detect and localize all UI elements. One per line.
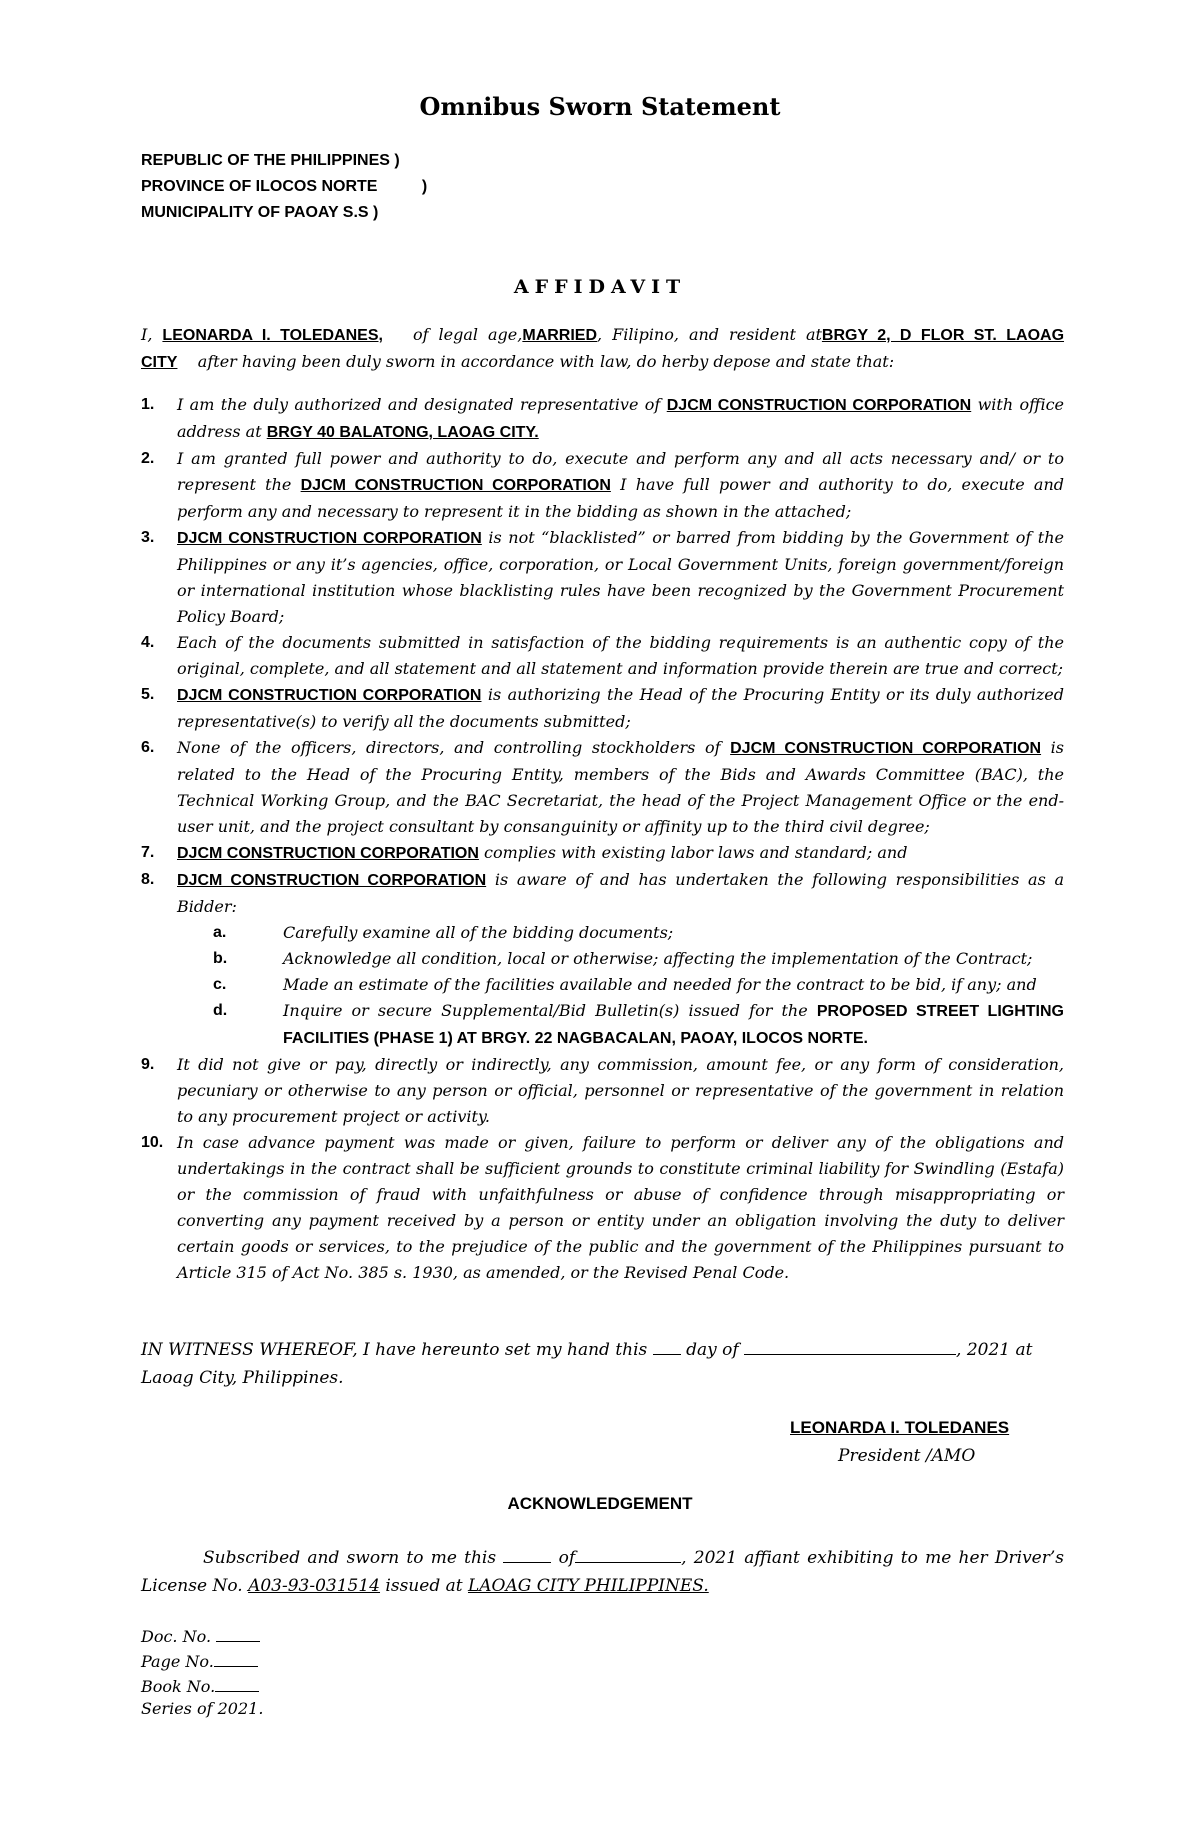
affidavit-heading: AFFIDAVIT — [513, 276, 687, 298]
notarial-block — [141, 1623, 263, 1720]
ack-text: of — [558, 1548, 576, 1568]
company-name: DJCM CONSTRUCTION CORPORATION — [177, 845, 479, 862]
doc-no-label: Doc. No. — [141, 1627, 212, 1646]
statement-item — [141, 392, 1064, 446]
intro-legal-age: of legal age, — [412, 325, 523, 344]
ack-text: Subscribed and sworn to me this — [203, 1548, 497, 1568]
company-name: DJCM CONSTRUCTION CORPORATION — [730, 740, 1042, 757]
acknowledgement-heading: ACKNOWLEDGEMENT — [507, 1494, 693, 1513]
page-no-blank — [214, 1648, 258, 1667]
item-text: I am the duly authorized and designated representative of — [177, 395, 661, 414]
responsibility-list — [177, 920, 1064, 1052]
document-title: Omnibus Sworn Statement — [419, 92, 781, 121]
item-text: Each of the documents submitted in satisfaction of the bidding requirements is an authentic copy of the original, complete, and all statement and all statement and information provide therein are true and correct; — [177, 633, 1064, 678]
ack-day-blank — [503, 1544, 551, 1563]
statement-list — [141, 392, 1064, 1286]
item-number: 4. — [141, 634, 155, 651]
intro-filipino: , Filipino, and resident at — [597, 325, 822, 344]
witness-text: IN WITNESS WHEREOF, I have hereunto set my hand this — [141, 1340, 648, 1360]
item-number: 6. — [141, 739, 155, 756]
statement-item — [141, 1052, 1064, 1130]
intro-rest: after having been duly sworn in accordance with law, do herby depose and state that: — [197, 352, 895, 371]
responsibility-item — [177, 998, 1064, 1052]
sub-text: Acknowledge all condition, local or otherwise; affecting the implementation of the Contract; — [283, 949, 1033, 968]
item-text: I am granted full power and authority to do, execute and perform any and all acts necessary and/ or to represent the — [177, 449, 1064, 494]
acknowledgement-paragraph — [141, 1544, 1064, 1600]
sub-letter: b. — [213, 950, 228, 967]
responsibility-item — [177, 972, 1064, 998]
statement-item — [141, 525, 1064, 630]
statement-item — [141, 1130, 1064, 1286]
day-blank — [653, 1336, 681, 1355]
intro-pronoun: I, — [141, 325, 153, 344]
book-no-label: Book No. — [141, 1677, 216, 1696]
sub-letter: d. — [213, 1002, 228, 1019]
company-name: DJCM CONSTRUCTION CORPORATION — [177, 530, 482, 547]
item-number: 10. — [141, 1134, 164, 1151]
statement-item — [141, 867, 1064, 1052]
statement-item — [141, 840, 1064, 867]
company-name: DJCM CONSTRUCTION CORPORATION — [177, 687, 482, 704]
statement-item — [141, 630, 1064, 682]
book-no-blank — [215, 1673, 259, 1692]
item-text: with office address at — [177, 395, 1065, 441]
month-blank — [744, 1336, 956, 1355]
residence-address: BRGY 2, D FLOR ST. LAOAG CITY — [141, 327, 1065, 371]
ack-text: , 2021 affiant exhibiting to me her Driver’s License No. — [141, 1548, 1064, 1596]
page-no-label: Page No. — [141, 1652, 214, 1671]
responsibility-item — [177, 946, 1064, 972]
item-text: In case advance payment was made or given, failure to perform or deliver any of the obligations and undertakings in the contract shall be sufficient grounds to constitute criminal liability for Swindling (Estafa) or the commission of fraud with unfaithfulness or abuse of confidence through misappropriating or converting any payment received by a person or entity under an obligation involving the duty to deliver certain goods or services, to the prejudice of the public and the government of the Philippines pursuant to Article 315 of Act No. 385 s. 1930, as amended, or the Revised Penal Code. — [177, 1133, 1064, 1282]
jurisdiction-municipality: MUNICIPALITY OF PAOAY S.S ) — [141, 204, 379, 221]
item-text: I have full power and authority to do, execute and perform any and necessary to represent it in the bidding as shown in the attached; — [177, 475, 1065, 521]
responsibility-item — [177, 920, 1064, 946]
item-text: is authorizing the Head of the Procuring Entity or its duly authorized representative(s) to verify all the documents submitted; — [177, 685, 1064, 731]
sub-text: Carefully examine all of the bidding documents; — [283, 923, 674, 942]
item-number: 7. — [141, 844, 155, 861]
civil-status: MARRIED — [522, 327, 598, 344]
witness-text: day of — [686, 1340, 739, 1360]
office-address: BRGY 40 BALATONG, LAOAG CITY. — [266, 424, 539, 441]
page-no — [141, 1648, 263, 1673]
issue-place: LAOAG CITY PHILIPPINES. — [467, 1576, 709, 1596]
jurisdiction-republic: REPUBLIC OF THE PHILIPPINES ) — [141, 152, 400, 169]
license-number: A03-93-031514 — [248, 1576, 381, 1596]
company-name: DJCM CONSTRUCTION CORPORATION — [666, 397, 972, 414]
jurisdiction-block — [141, 148, 427, 226]
item-text: It did not give or pay, directly or indirectly, any commission, amount fee, or any form of consideration, pecuniary or otherwise to any person or official, personnel or representative of the government in relation to any procurement project or activity. — [177, 1055, 1064, 1126]
signatory-name: LEONARDA I. TOLEDANES — [790, 1418, 1010, 1437]
company-name: DJCM CONSTRUCTION CORPORATION — [177, 872, 487, 889]
intro-paragraph — [141, 322, 1064, 376]
statement-item — [141, 735, 1064, 840]
project-name: PROPOSED STREET LIGHTING FACILITIES (PHASE 1) AT BRGY. 22 NAGBACALAN, PAOAY, ILOCOS NORTE. — [283, 1003, 1064, 1047]
item-number: 2. — [141, 450, 155, 467]
series: Series of 2021. — [141, 1699, 264, 1718]
ack-text: issued at — [385, 1576, 463, 1596]
sub-text: Made an estimate of the facilities available and needed for the contract to be bid, if any; and — [283, 975, 1037, 994]
statement-item — [141, 446, 1064, 525]
item-number: 1. — [141, 396, 155, 413]
doc-no-blank — [216, 1623, 260, 1642]
item-number: 3. — [141, 529, 155, 546]
item-number: 9. — [141, 1056, 155, 1073]
sub-text: Inquire or secure Supplemental/Bid Bulletin(s) issued for the — [283, 1001, 808, 1020]
jurisdiction-province: PROVINCE OF ILOCOS NORTE ) — [141, 178, 428, 195]
sub-letter: c. — [213, 976, 227, 993]
item-number: 8. — [141, 871, 155, 888]
ack-month-blank — [575, 1544, 681, 1563]
item-text: complies with existing labor laws and standard; and — [484, 843, 908, 862]
item-text: None of the officers, directors, and controlling stockholders of — [177, 738, 721, 757]
item-number: 5. — [141, 686, 155, 703]
item-text: is related to the Head of the Procuring Entity, members of the Bids and Awards Committee (BAC), the Technical Working Group, and the BAC Secretariat, the head of the Project Management Office or the end-user unit, and the project consultant by consanguinity or affinity up to the third civil degree; — [177, 738, 1064, 836]
doc-no — [141, 1623, 263, 1648]
item-text: is not “blacklisted” or barred from bidding by the Government of the Philippines or any it’s agencies, office, corporation, or Local Government Units, foreign government/foreign or international institution whose blacklisting rules have been recognized by the Government Procurement Policy Board; — [177, 528, 1064, 626]
witness-paragraph — [141, 1336, 1064, 1392]
signatory-title: President /AMO — [838, 1446, 976, 1466]
item-text: is aware of and has undertaken the following responsibilities as a Bidder: — [177, 870, 1065, 916]
witness-text: , 2021 at Laoag City, Philippines. — [141, 1340, 1033, 1388]
company-name: DJCM CONSTRUCTION CORPORATION — [300, 477, 611, 494]
sub-letter: a. — [213, 924, 227, 941]
statement-item — [141, 682, 1064, 735]
book-no — [141, 1673, 263, 1698]
affiant-name: LEONARDA I. TOLEDANES, — [162, 327, 383, 344]
